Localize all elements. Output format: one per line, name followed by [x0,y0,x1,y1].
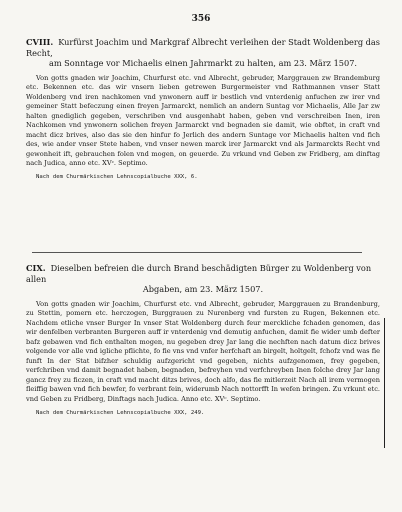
margin-mark-line [384,318,385,448]
entry-heading [26,37,380,69]
entry-source-note: Nach dem Churmärkischen Lehnscopialbuche XXX, 6. [36,173,198,180]
entry-title-line1: Dieselben befreien die durch Brand beschädigten Bürger zu Woldenberg von allen [26,263,372,284]
entry-title-line1: Kurfürst Joachim und Markgraf Albrecht verleihen der Stadt Woldenberg das Recht, [26,37,380,58]
entry-number: CVIII. [26,37,54,47]
entry-body-text: Von gotts gnaden wir Joachim, Churfurst etc. vnd Albrecht, gebruder, Marggrauen zu Brandenburg, zu Stettin, pomern etc. herczogen, Burggrauen zu Nurenberg vnd fursten zu Rugen, Bekennen etc. Nachdem etliche vnser Burger In vnser Stat Woldenberg durch feur merckliche fchaden genomen, das wir denfelben verbranten Burgeren auff ir vnterdenig vnd demutig anfuchen, damit fie wider umb defter bafz gebawen vnd fich enthalten mogen, nu gegeben drey Jar lang die nechften nach datum dicz brives volgende vor alle vnd igliche pflichte, fo fie vns vnd vnfer herfchaft an birgelt, holtgelt, fchofz vnd was fie funft In der Stat bifzher schuldig aufzgericht vnd gegeben, nichts aufzgenomen, frey gegeben, verfchriben vnd damit begnadet haben, begnaden, befreyhen vnd verfchreyben Inen folche drey Jar lang gancz frey zu ficzen, in craft vnd macht ditzs brives, doch alfo, das fie mitlerzeit Nach all irem vermogen fleiffig bawen vnd fich bewfer, fo verbrant fein, widerumb Nach nottorfft In wefen bringen. Zu vrkunt etc. vnd Geben zu Fridberg, Dinftags nach Judica. Anno etc. XVᶜ. Septimo. [26,299,380,403]
entry-number: CIX. [26,263,46,273]
page-number: 356 [191,14,211,24]
document-entry-cviii [26,37,380,181]
entry-body-text: Von gotts gnaden wir Joachim, Churfurst etc. vnd Albrecht, gebruder, Marggrauen zw Brandemburg etc. Bekennen etc. das wir vnsern lieben getrewen Burgermeister vnd Rathmannen vnser Statt Woldenberg vnd iren nachkomen vnd ynwonern auff ir bestlich vnd vnterdenig anfuchen zw irer vnd gemeiner Statt befeczung einen freyen Jarmarckt, nemlich an andern Suntag vor Michaelis, Alle Jar zw halten gnediglich gegeben, verschriben vnd ausgenhabt haben, geben vnd verschreiben Inen, iren Nachkomen vnd ynwonern solichen freyen Jarmarckt vnd begnaden sie damit, wie obftet, in craft vnd macht dicz brives, also das sie den hinfur fo Jerlich des andern Suntage vor Michaelis halten vnd fich des, wie ander vnser Stete haben, vnd vnser newen marck irer Jarmarckt vnd als Jarmarckts Recht vnd gewonheit ift, gebrauchen folen vnd mogen, on geuerde. Zu vrkund vnd Geben zw Fridberg, am dinftag nach Judica, anno etc. XVᶜ. Septimo. [26,73,380,168]
entry-title-line2: Abgaben, am 23. März 1507. [142,284,264,294]
section-divider [32,252,362,253]
document-entry-cix [26,263,380,417]
entry-source-note: Nach dem Churmärkischen Lehnscopialbuche XXX, 249. [36,409,205,416]
entry-title-line2: am Sonntage vor Michaelis einen Jahrmarkt zu halten, am 23. März 1507. [48,58,358,68]
entry-heading [26,263,380,295]
